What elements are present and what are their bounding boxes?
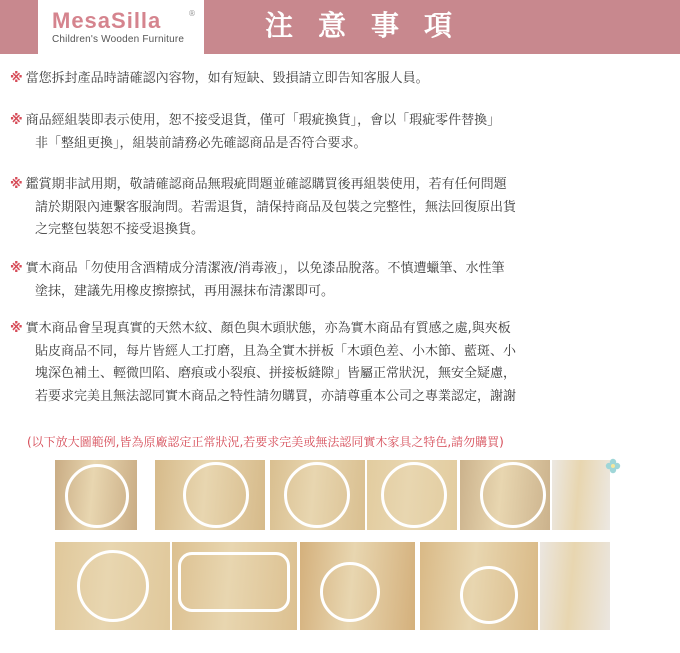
- highlight-circle: [284, 462, 350, 528]
- note-mark: ※: [10, 71, 23, 86]
- note-item: [10, 258, 672, 303]
- note-line: 商品經組裝即表示使用，恕不接受退貨，僅可「瑕疵換貨」，會以「瑕疵零件替換」: [25, 113, 501, 128]
- flower-icon: [605, 458, 621, 474]
- note-line: 鑑賞期非試用期，敬請確認商品無瑕疵問題並確認購買後再組裝使用，若有任何問題: [25, 177, 507, 192]
- highlight-circle: [65, 464, 129, 528]
- highlight-circle: [460, 566, 518, 624]
- page-title: 注意事項: [265, 9, 478, 42]
- highlight-circle: [480, 462, 546, 528]
- photo-white-panel: [552, 460, 610, 530]
- note-item: [10, 174, 672, 242]
- note-line: 塗抹，建議先用橡皮擦擦拭，再用濕抹布清潔即可。: [35, 283, 335, 299]
- highlight-box: [178, 552, 290, 612]
- note-mark: ※: [10, 177, 23, 192]
- note-item: [10, 110, 672, 155]
- photo-blue-stain: [55, 460, 137, 530]
- note-line: 貼皮商品不同，每片皆經人工打磨，且為全實木拼板「木頭色差、小木節、藍斑、小: [35, 343, 517, 359]
- photo-grain-circle: [55, 542, 170, 630]
- note-line: 塊深色補土、輕微凹陷、磨痕或小裂痕、拼接板縫隙」皆屬正常狀況，無安全疑慮，: [35, 366, 517, 381]
- note-line: 實木商品「勿使用含酒精成分清潔液/消毒液」，以免漆品脫落。不慎遭蠟筆、水性筆: [25, 261, 505, 276]
- highlight-circle: [381, 462, 447, 528]
- header-bar: [0, 0, 680, 54]
- note-line: 請於期限內連繫客服詢問。若需退貨，請保持商品及包裝之完整性，無法回復原出貨: [35, 199, 517, 215]
- logo-subtitle: Children's Wooden Furniture: [52, 34, 185, 45]
- example-caption: (以下放大圖範例,皆為原廠認定正常狀況,若要求完美或無法認同實木家具之特色,請勿購買): [27, 435, 504, 449]
- registered-mark: ®: [188, 9, 196, 18]
- note-mark: ※: [10, 113, 23, 128]
- photo-dark-knot: [420, 542, 538, 630]
- note-mark: ※: [10, 321, 23, 336]
- photo-dents: [540, 542, 610, 630]
- note-line: 若要求完美且無法認同實木商品之特性請勿購買，亦請尊重本公司之專業認定，謝謝: [35, 388, 517, 404]
- note-line: 當您拆封產品時請確認內容物，如有短缺、毀損請立即告知客服人員。: [25, 71, 429, 86]
- photo-wood-joint: [270, 460, 365, 530]
- logo-name: MesaSilla: [52, 8, 162, 33]
- highlight-circle: [183, 462, 249, 528]
- note-item: [10, 318, 672, 408]
- photo-knot-edge: [460, 460, 550, 530]
- highlight-circle: [77, 550, 149, 622]
- note-mark: ※: [10, 261, 23, 276]
- photo-screw-hole: [300, 542, 415, 630]
- note-line: 實木商品會呈現真實的天然木紋、顏色與木頭狀態，亦為實木商品有質感之處,與夾板: [25, 321, 511, 336]
- note-item: [10, 68, 672, 91]
- brand-logo: [38, 0, 204, 54]
- note-line: 非「整組更換」，組裝前請務必先確認商品是否符合要求。: [35, 135, 367, 151]
- photo-dark-patch: [155, 460, 265, 530]
- highlight-circle: [320, 562, 380, 622]
- photo-small-knot: [172, 542, 297, 630]
- photo-scratch: [367, 460, 457, 530]
- note-line: 之完整包裝恕不接受退換貨。: [35, 222, 205, 237]
